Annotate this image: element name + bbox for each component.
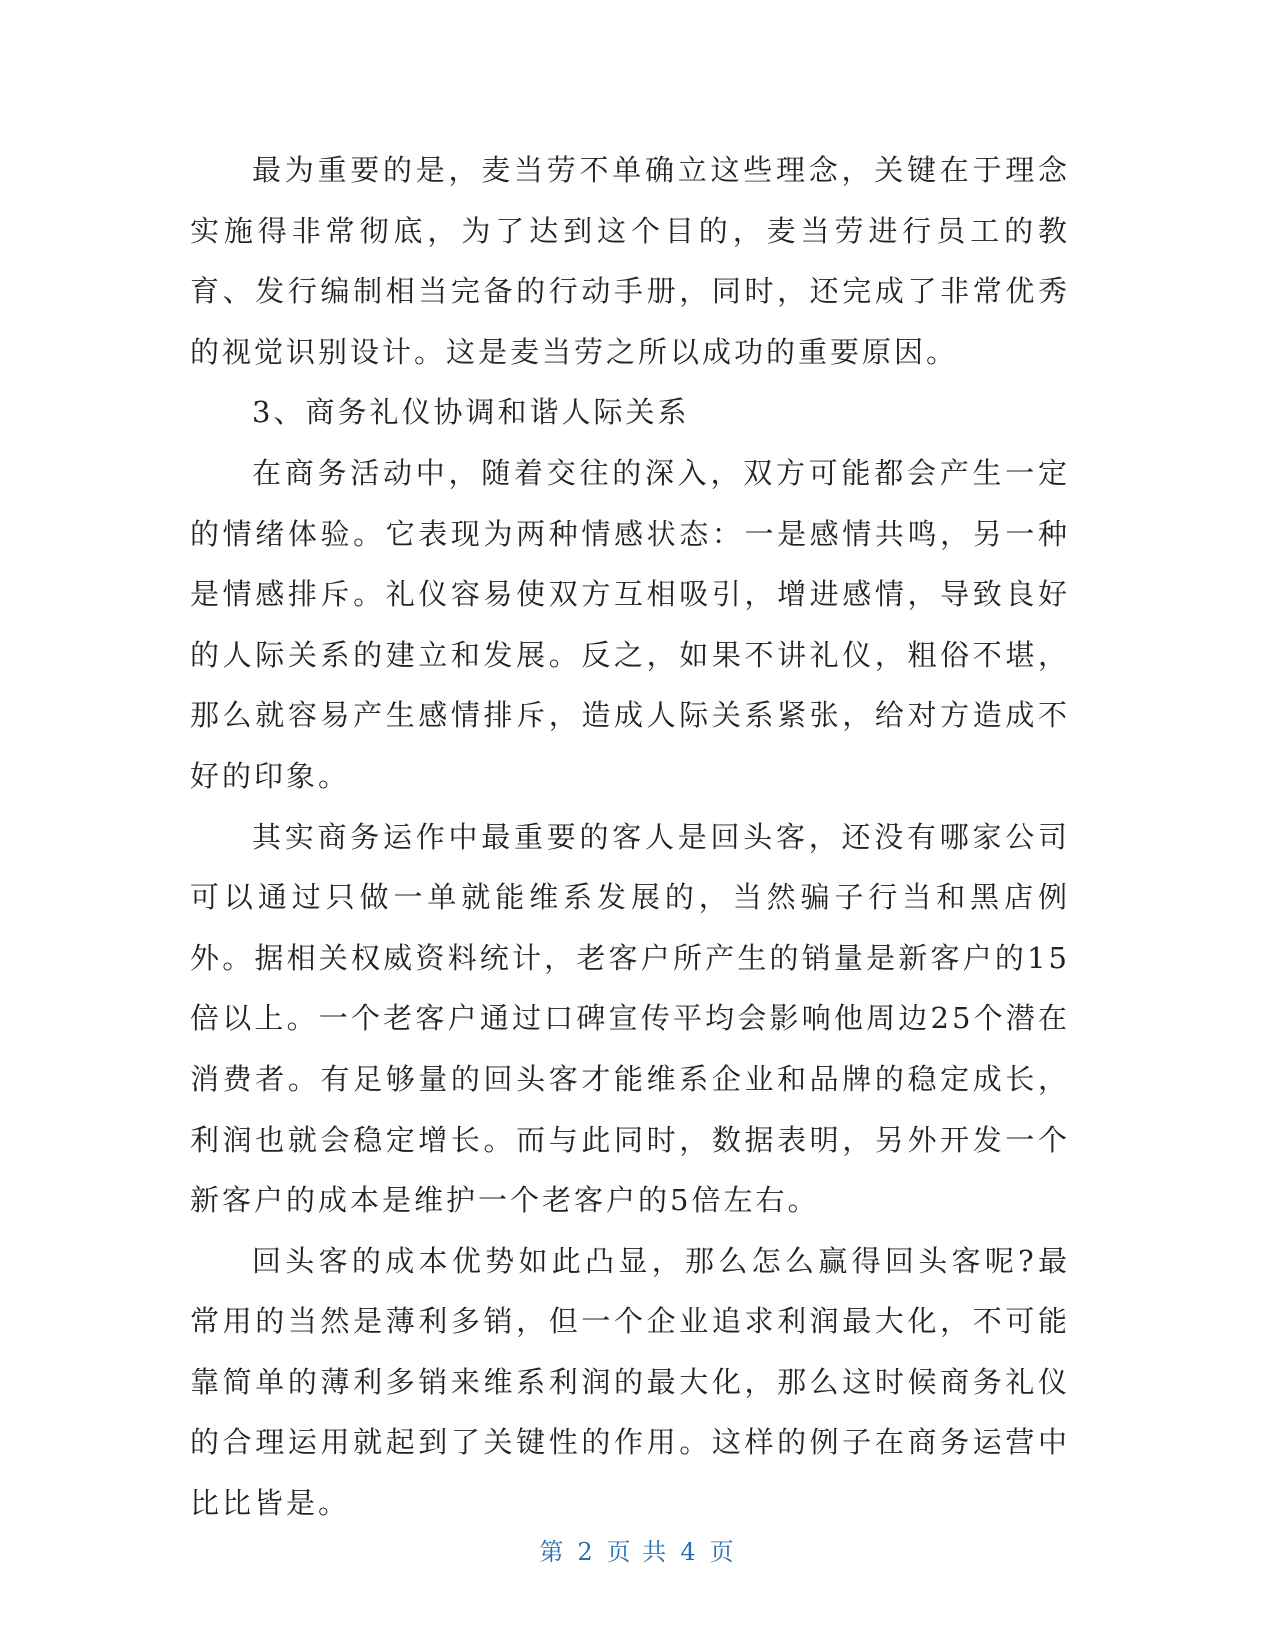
- footer-prefix: 第: [539, 1538, 566, 1566]
- paragraph-emotional-experience: 在商务活动中，随着交往的深入，双方可能都会产生一定的情绪体验。它表现为两种情感状态：一是感情共鸣，另一种是情感排斥。礼仪容易使双方互相吸引，增进感情，导致良好的人际关系的建立和发展。反之，如果不讲礼仪，粗俗不堪，那么就容易产生感情排斥，造成人际关系紧张，给对方造成不好的印象。: [190, 455, 1070, 793]
- footer-total-pages: 4: [680, 1538, 698, 1566]
- footer-suffix: 页: [709, 1538, 736, 1566]
- document-body: [190, 140, 1070, 1534]
- section-heading-3: 3、商务礼仪协调和谐人际关系: [252, 395, 690, 430]
- paragraph-repeat-customers: 其实商务运作中最重要的客人是回头客，还没有哪家公司可以通过只做一单就能维系发展的，当然骗子行当和黑店例外。据相关权威资料统计，老客户所产生的销量是新客户的15倍以上。一个老客户通过口碑宣传平均会影响他周边25个潜在消费者。有足够量的回头客才能维系企业和品牌的稳定成长，利润也就会稳定增长。而与此同时，数据表明，另外开发一个新客户的成本是维护一个老客户的5倍左右。: [190, 819, 1070, 1218]
- page-footer: [0, 1532, 1275, 1567]
- paragraph-mcdonalds-success: 最为重要的是，麦当劳不单确立这些理念，关键在于理念实施得非常彻底，为了达到这个目的，麦当劳进行员工的教育、发行编制相当完备的行动手册，同时，还完成了非常优秀的视觉识别设计。这是麦当劳之所以成功的重要原因。: [190, 153, 1070, 369]
- paragraph-cost-advantage: 回头客的成本优势如此凸显，那么怎么赢得回头客呢?最常用的当然是薄利多销，但一个企业追求利润最大化，不可能靠简单的薄利多销来维系利润的最大化，那么这时候商务礼仪的合理运用就起到了关键性的作用。这样的例子在商务运营中比比皆是。: [190, 1243, 1070, 1521]
- footer-middle: 页 共: [606, 1538, 669, 1566]
- footer-current-page: 2: [577, 1538, 595, 1566]
